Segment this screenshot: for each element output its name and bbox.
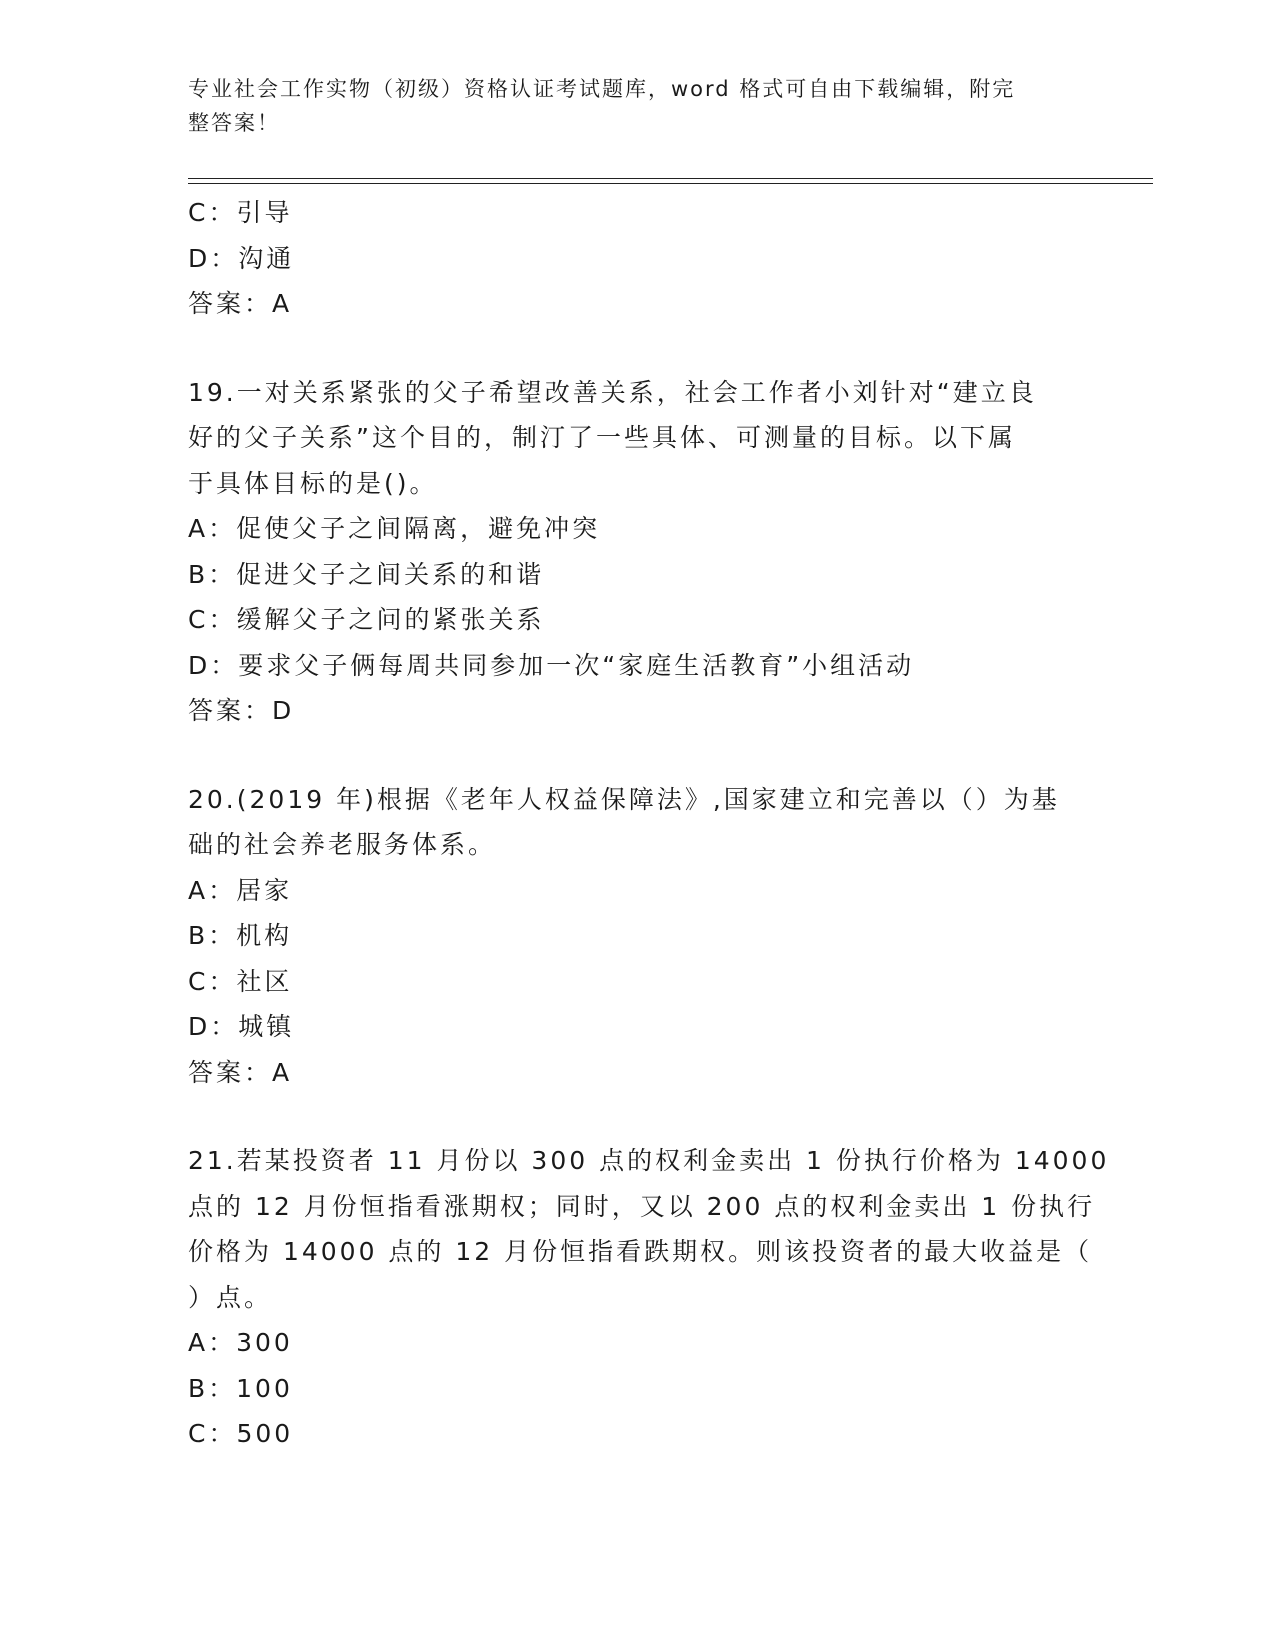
q21-stem-line-4: ）点。	[188, 1282, 273, 1312]
page-header	[188, 72, 1068, 140]
q19-option-b: B：促进父子之间关系的和谐	[188, 559, 545, 589]
q20-stem-line-1: 20.(2019 年)根据《老年人权益保障法》,国家建立和完善以（）为基	[188, 784, 1060, 814]
q21-option-a: A：300	[188, 1328, 293, 1357]
q19-stem-line-1: 19.一对关系紧张的父子希望改善关系，社会工作者小刘针对“建立良	[188, 377, 1037, 407]
q20-option-b: B：机构	[188, 921, 293, 950]
q20-option-d: D：城镇	[188, 1012, 295, 1041]
header-rule-bottom	[188, 183, 1153, 184]
q20-option-c: C：社区	[188, 966, 293, 996]
q19-option-c: C：缓解父子之问的紧张关系	[188, 605, 545, 634]
q18-option-d: D：沟通	[188, 243, 295, 273]
q21-stem-line-2: 点的 12 月份恒指看涨期权；同时，又以 200 点的权利金卖出 1 份执行	[188, 1191, 1096, 1221]
q19-answer: 答案：D	[188, 696, 295, 725]
q18-answer: 答案：A	[188, 289, 293, 318]
q21-stem-line-1: 21.若某投资者 11 月份以 300 点的权利金卖出 1 份执行价格为 14000	[188, 1146, 1110, 1175]
header-rule-top	[188, 178, 1153, 179]
q19-stem-line-3: 于具体目标的是()。	[188, 468, 438, 498]
q21-stem-line-3: 价格为 14000 点的 12 月份恒指看跌期权。则该投资者的最大收益是（	[188, 1237, 1093, 1266]
q19-option-d: D：要求父子俩每周共同参加一次“家庭生活教育”小组活动	[188, 650, 915, 680]
q21-option-b: B：100	[188, 1373, 293, 1403]
q20-answer: 答案：A	[188, 1057, 293, 1087]
q18-option-c: C：引导	[188, 198, 293, 227]
q20-stem-line-2: 础的社会养老服务体系。	[188, 830, 497, 859]
question-content	[188, 190, 1110, 1457]
q19-stem-line-2: 好的父子关系”这个目的，制汀了一些具体、可测量的目标。以下属	[188, 423, 1016, 452]
header-line-1: 专业社会工作实物（初级）资格认证考试题库，word 格式可自由下载编辑，附完	[188, 77, 1016, 101]
q21-option-c: C：500	[188, 1419, 294, 1448]
header-line-2: 整答案！	[188, 111, 280, 135]
q19-option-a: A：促使父子之间隔离，避免冲突	[188, 514, 601, 543]
q20-option-a: A：居家	[188, 875, 293, 905]
